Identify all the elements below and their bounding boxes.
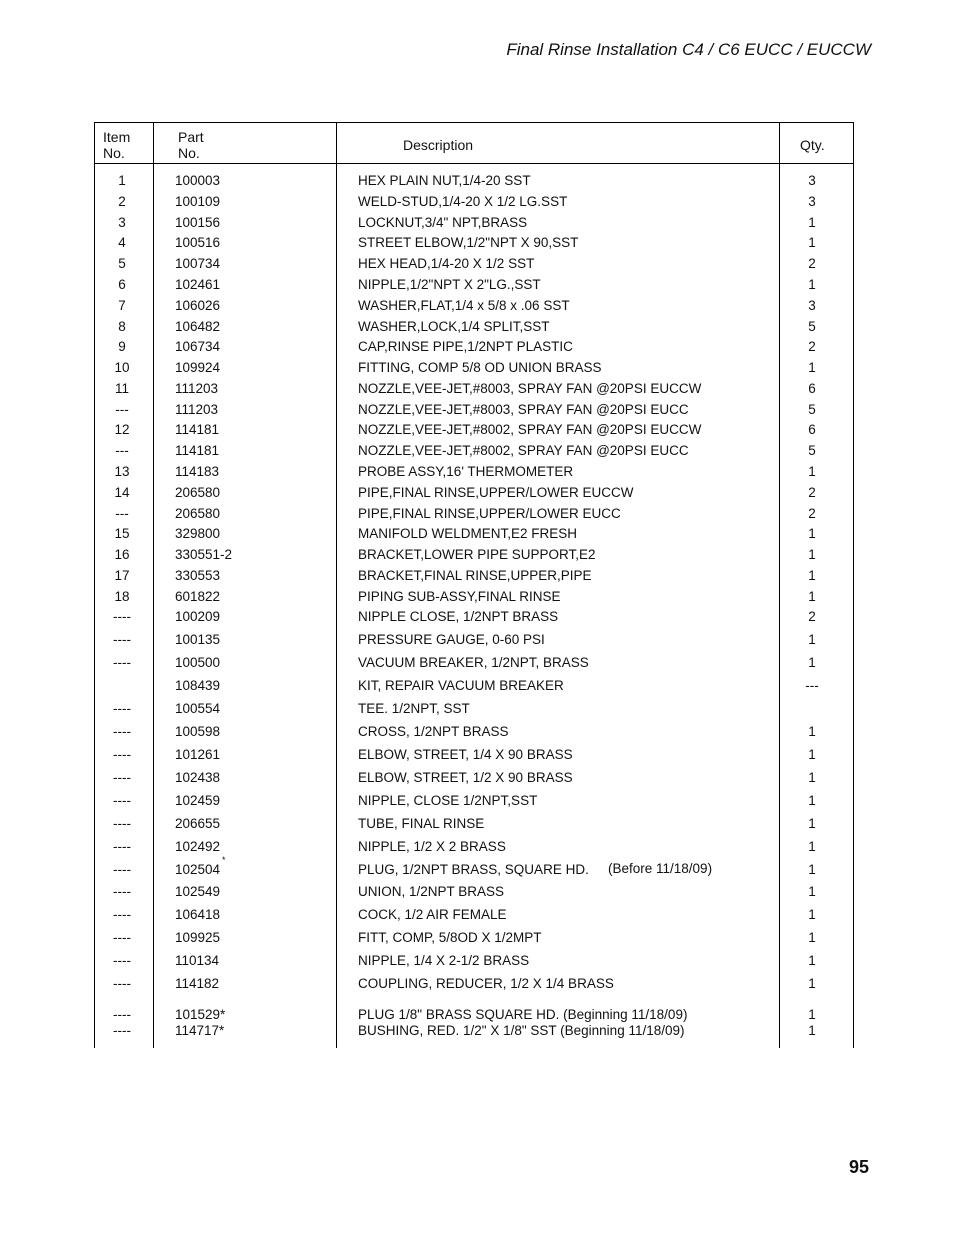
item-number: ---: [115, 443, 129, 458]
quantity: 2: [808, 485, 816, 500]
page-header-title: Final Rinse Installation C4 / C6 EUCC / EUCCW: [506, 40, 871, 59]
table-row: [94, 526, 854, 542]
part-number: 106026: [175, 298, 221, 313]
part-number-footnote-mark: *: [222, 855, 226, 865]
table-header-divider: [94, 163, 854, 164]
table-row: [94, 589, 854, 605]
part-description: NIPPLE,1/2"NPT X 2"LG.,SST: [358, 277, 541, 292]
quantity: 5: [808, 319, 816, 334]
part-description: NIPPLE, CLOSE 1/2NPT,SST: [358, 793, 538, 808]
parts-table: [94, 122, 854, 1048]
quantity: ---: [805, 678, 819, 693]
part-description: UNION, 1/2NPT BRASS: [358, 884, 505, 899]
part-description: STREET ELBOW,1/2"NPT X 90,SST: [358, 235, 579, 250]
table-row: [94, 402, 854, 418]
table-row: [94, 215, 854, 231]
table-row: [94, 724, 854, 740]
part-description: NOZZLE,VEE-JET,#8003, SPRAY FAN @20PSI EUCC: [358, 402, 689, 417]
table-row: [94, 360, 854, 376]
part-description: WASHER,FLAT,1/4 x 5/8 x .06 SST: [358, 298, 570, 313]
table-row: [94, 839, 854, 855]
part-number: 102459: [175, 793, 221, 808]
part-number: 111203: [175, 402, 219, 417]
table-row: [94, 609, 854, 625]
part-number: 114717*: [175, 1023, 225, 1038]
part-number: 102461: [175, 277, 221, 292]
column-header-part: [178, 129, 204, 161]
column-header-qty: Qty.: [800, 137, 825, 153]
part-number: 110134: [175, 953, 220, 968]
part-number: 114181: [175, 443, 220, 458]
quantity: 1: [808, 547, 816, 562]
part-description: TEE. 1/2NPT, SST: [358, 701, 470, 716]
table-row: [94, 1023, 854, 1039]
table-top-border: [94, 122, 854, 123]
item-number: 7: [118, 298, 126, 313]
quantity: 1: [808, 839, 816, 854]
table-row: [94, 747, 854, 763]
part-description: PROBE ASSY,16' THERMOMETER: [358, 464, 574, 479]
part-number: 102492: [175, 839, 221, 854]
part-description: CROSS, 1/2NPT BRASS: [358, 724, 509, 739]
page-number: 95: [848, 1157, 869, 1177]
table-row: [94, 907, 854, 923]
item-number: ----: [113, 1007, 131, 1022]
part-description: TUBE, FINAL RINSE: [358, 816, 485, 831]
quantity: 1: [808, 568, 816, 583]
table-row: [94, 816, 854, 832]
part-description: FITT, COMP, 5/8OD X 1/2MPT: [358, 930, 542, 945]
item-number: 11: [114, 381, 129, 396]
item-number: ----: [113, 770, 131, 785]
table-row: [94, 464, 854, 480]
part-description: ELBOW, STREET, 1/2 X 90 BRASS: [358, 770, 573, 785]
quantity: 1: [808, 235, 816, 250]
table-row: [94, 793, 854, 809]
quantity: 1: [808, 747, 816, 762]
table-row: [94, 235, 854, 251]
quantity: 1: [808, 953, 816, 968]
part-number: 100734: [175, 256, 221, 271]
part-number: 100209: [175, 609, 221, 624]
item-number: 8: [118, 319, 126, 334]
table-row: [94, 277, 854, 293]
quantity: 1: [808, 724, 816, 739]
quantity: 6: [808, 381, 816, 396]
item-number: ----: [113, 1023, 131, 1038]
part-number: 206580: [175, 485, 221, 500]
item-number: 18: [114, 589, 130, 604]
quantity: 1: [808, 976, 816, 991]
quantity: 1: [808, 589, 816, 604]
part-description: NIPPLE CLOSE, 1/2NPT BRASS: [358, 609, 559, 624]
part-description: NOZZLE,VEE-JET,#8002, SPRAY FAN @20PSI EUCCW: [358, 422, 702, 437]
quantity: 1: [808, 655, 816, 670]
part-description: LOCKNUT,3/4" NPT,BRASS: [358, 215, 528, 230]
quantity: 3: [808, 194, 816, 209]
part-number: 114181: [175, 422, 220, 437]
part-number: 106482: [175, 319, 221, 334]
part-number: 102549: [175, 884, 221, 899]
part-number: 102504: [175, 862, 221, 877]
part-number: 106418: [175, 907, 221, 922]
table-row: [94, 381, 854, 397]
quantity: 6: [808, 422, 816, 437]
part-description: FITTING, COMP 5/8 OD UNION BRASS: [358, 360, 602, 375]
quantity: 3: [808, 173, 816, 188]
part-description: PIPE,FINAL RINSE,UPPER/LOWER EUCCW: [358, 485, 634, 500]
item-number: 9: [118, 339, 126, 354]
quantity: 1: [808, 215, 816, 230]
part-number: 206580: [175, 506, 221, 521]
item-number: ----: [113, 609, 131, 624]
part-number: 101529*: [175, 1007, 226, 1022]
quantity: 1: [808, 884, 816, 899]
item-number: ----: [113, 976, 131, 991]
quantity: 5: [808, 443, 816, 458]
table-row: [94, 770, 854, 786]
item-number: ----: [113, 862, 131, 877]
part-description: BUSHING, RED. 1/2" X 1/8" SST (Beginning 11/18/09): [358, 1023, 685, 1038]
table-row: [94, 194, 854, 210]
part-description: NIPPLE, 1/2 X 2 BRASS: [358, 839, 506, 854]
table-row: [94, 298, 854, 314]
quantity: 2: [808, 256, 816, 271]
item-number: 1: [118, 173, 126, 188]
column-header-part-line1: Part: [178, 129, 204, 145]
item-number: ----: [113, 907, 131, 922]
item-number: ----: [113, 655, 131, 670]
part-description: KIT, REPAIR VACUUM BREAKER: [358, 678, 564, 693]
item-number: ----: [113, 930, 131, 945]
part-number: 206655: [175, 816, 221, 831]
part-description: HEX HEAD,1/4-20 X 1/2 SST: [358, 256, 535, 271]
part-description: VACUUM BREAKER, 1/2NPT, BRASS: [358, 655, 589, 670]
part-description: BRACKET,LOWER PIPE SUPPORT,E2: [358, 547, 596, 562]
part-note: (Before 11/18/09): [608, 861, 713, 876]
item-number: ----: [113, 701, 131, 716]
quantity: 3: [808, 298, 816, 313]
table-row: [94, 701, 854, 717]
quantity: 1: [808, 770, 816, 785]
item-number: ----: [113, 816, 131, 831]
table-row: [94, 568, 854, 584]
item-number: 16: [114, 547, 130, 562]
part-number: 101261: [175, 747, 221, 762]
part-description: PIPE,FINAL RINSE,UPPER/LOWER EUCC: [358, 506, 621, 521]
quantity: 2: [808, 609, 816, 624]
quantity: 1: [808, 862, 816, 877]
table-row: [94, 930, 854, 946]
part-number: 102438: [175, 770, 221, 785]
item-number: 17: [114, 568, 130, 583]
part-number: 111203: [175, 381, 219, 396]
quantity: 1: [808, 632, 816, 647]
item-number: 14: [114, 485, 130, 500]
item-number: ---: [115, 402, 129, 417]
part-description: NIPPLE, 1/4 X 2-1/2 BRASS: [358, 953, 530, 968]
table-row: [94, 443, 854, 459]
part-description: HEX PLAIN NUT,1/4-20 SST: [358, 173, 531, 188]
part-number: 601822: [175, 589, 221, 604]
quantity: 1: [808, 907, 816, 922]
item-number: ----: [113, 793, 131, 808]
part-number: 330551-2: [175, 547, 233, 562]
part-description: MANIFOLD WELDMENT,E2 FRESH: [358, 526, 578, 541]
table-row: [94, 655, 854, 671]
quantity: 1: [808, 277, 816, 292]
table-row: [94, 422, 854, 438]
item-number: 15: [114, 526, 130, 541]
item-number: ----: [113, 724, 131, 739]
item-number: ----: [113, 884, 131, 899]
quantity: 2: [808, 339, 816, 354]
item-number: ----: [113, 747, 131, 762]
part-number: 100135: [175, 632, 221, 647]
part-number: 114182: [175, 976, 220, 991]
part-description: PLUG 1/8" BRASS SQUARE HD. (Beginning 11/18/09): [358, 1007, 688, 1022]
column-header-part-line2: No.: [178, 145, 200, 161]
table-row: [94, 319, 854, 335]
part-number: 109924: [175, 360, 221, 375]
column-header-item: [103, 129, 130, 161]
quantity: 1: [808, 930, 816, 945]
part-number: 100109: [175, 194, 221, 209]
table-row: [94, 485, 854, 501]
part-number: 330553: [175, 568, 221, 583]
item-number: ---: [115, 506, 129, 521]
part-number: 100003: [175, 173, 221, 188]
part-number: 108439: [175, 678, 221, 693]
item-number: 2: [118, 194, 126, 209]
item-number: 12: [114, 422, 130, 437]
part-number: 106734: [175, 339, 221, 354]
part-description: ELBOW, STREET, 1/4 X 90 BRASS: [358, 747, 573, 762]
column-header-item-line2: No.: [103, 145, 125, 161]
quantity: 1: [808, 793, 816, 808]
part-description: PRESSURE GAUGE, 0-60 PSI: [358, 632, 545, 647]
item-number: 3: [118, 215, 126, 230]
part-number: 100500: [175, 655, 221, 670]
column-header-description: Description: [403, 137, 474, 153]
item-number: ----: [113, 953, 131, 968]
quantity: 1: [808, 464, 816, 479]
part-number: 109925: [175, 930, 221, 945]
table-row: [94, 632, 854, 648]
quantity: 1: [808, 1007, 816, 1022]
table-row: [94, 678, 854, 694]
table-row: [94, 547, 854, 563]
table-row: [94, 1007, 854, 1023]
part-description: NOZZLE,VEE-JET,#8003, SPRAY FAN @20PSI EUCCW: [358, 381, 702, 396]
table-row: [94, 506, 854, 522]
table-row: [94, 173, 854, 189]
quantity: 1: [808, 526, 816, 541]
quantity: 5: [808, 402, 816, 417]
part-number: 100156: [175, 215, 221, 230]
item-number: ----: [113, 839, 131, 854]
part-description: PIPING SUB-ASSY,FINAL RINSE: [358, 589, 561, 604]
part-description: CAP,RINSE PIPE,1/2NPT PLASTIC: [358, 339, 573, 354]
part-number: 329800: [175, 526, 221, 541]
part-description: COCK, 1/2 AIR FEMALE: [358, 907, 507, 922]
table-row: [94, 976, 854, 992]
part-description: NOZZLE,VEE-JET,#8002, SPRAY FAN @20PSI EUCC: [358, 443, 689, 458]
item-number: 5: [118, 256, 126, 271]
part-number: 100516: [175, 235, 221, 250]
item-number: 13: [114, 464, 130, 479]
part-description: WELD-STUD,1/4-20 X 1/2 LG.SST: [358, 194, 568, 209]
quantity: 1: [808, 1023, 816, 1038]
table-row: [94, 256, 854, 272]
table-row: [94, 953, 854, 969]
table-row: [94, 339, 854, 355]
part-description: PLUG, 1/2NPT BRASS, SQUARE HD.: [358, 862, 589, 877]
item-number: 6: [118, 277, 126, 292]
part-description: WASHER,LOCK,1/4 SPLIT,SST: [358, 319, 550, 334]
column-header-item-line1: Item: [103, 129, 131, 145]
quantity: 1: [808, 360, 816, 375]
part-description: COUPLING, REDUCER, 1/2 X 1/4 BRASS: [358, 976, 614, 991]
part-description: BRACKET,FINAL RINSE,UPPER,PIPE: [358, 568, 592, 583]
table-row: [94, 884, 854, 900]
part-number: 100554: [175, 701, 221, 716]
part-number: 100598: [175, 724, 221, 739]
quantity: 2: [808, 506, 816, 521]
item-number: ----: [113, 632, 131, 647]
item-number: 4: [118, 235, 126, 250]
quantity: 1: [808, 816, 816, 831]
item-number: 10: [114, 360, 130, 375]
table-row: [94, 855, 854, 878]
part-number: 114183: [175, 464, 220, 479]
